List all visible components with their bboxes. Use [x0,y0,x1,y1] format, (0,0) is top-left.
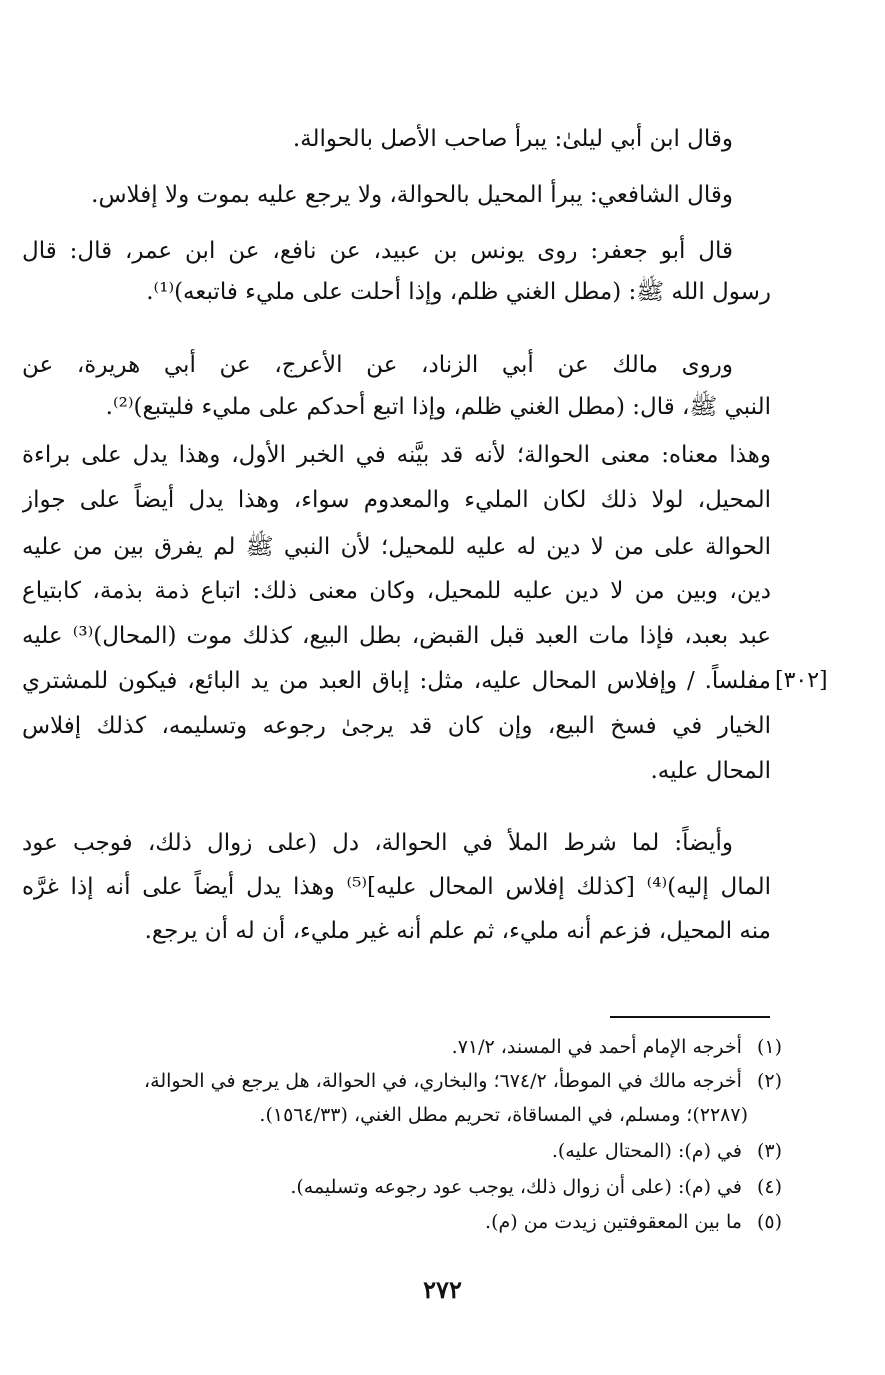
footnote-number: (١) [756,1036,782,1058]
footnote [22,1136,782,1166]
text-line: وقال الشافعي: يبرأ المحيل بالحوالة، ولا يرجع عليه بموت ولا إفلاس. [91,182,733,208]
footnote [22,1207,782,1237]
footnote [22,1172,782,1202]
footnote-continuation [22,1100,782,1130]
text-line: قال أبو جعفر: روى يونس بن عبيد، عن نافع، عن ابن عمر، قال: قال [22,238,733,264]
text-line: وأيضاً: لما شرط الملأ في الحوالة، دل (على زوال ذلك، فوجب عود [22,830,733,856]
text-line: مفلساً. / وإفلاس المحال عليه، مثل: إباق العبد من يد البائع، فيكون للمشتري [22,668,771,694]
text-line: وهذا معناه: معنى الحوالة؛ لأنه قد بيَّنه في الخبر الأول، وهذا يدل على براءة [22,442,771,468]
text-line: المال إليه)⁽⁴⁾ [كذلك إفلاس المحال عليه]⁽⁵⁾ وهذا يدل أيضاً على أنه إذا غرَّه [22,874,771,900]
text-line: عبد بعبد، فإذا مات العبد قبل القبض، بطل البيع، كذلك موت (المحال)⁽³⁾ عليه [22,623,771,649]
footnote-text: ما بين المعقوفتين زيدت من (م). [485,1211,742,1233]
text-line: النبي ﷺ، قال: (مطل الغني ظلم، وإذا اتبع أحدكم على مليء فليتبع)⁽²⁾. [105,394,771,420]
text-line: وقال ابن أبي ليلىٰ: يبرأ صاحب الأصل بالحوالة. [292,126,733,152]
footnote-number: (٣) [756,1140,782,1162]
manuscript-page-ref: [٣٠٢] [775,668,828,693]
footnote-text: في (م): (المحتال عليه). [551,1140,742,1162]
text-line: دين، وبين من لا دين عليه للمحيل، وكان معنى ذلك: اتباع ذمة بذمة، كابتياع [22,578,771,604]
text-line: المحال عليه. [650,758,771,784]
text-line: الحوالة على من لا دين له عليه للمحيل؛ لأن النبي ﷺ لم يفرق بين من عليه [22,534,771,560]
footnote-number: (٥) [756,1211,782,1233]
footnote-text: (٢٢٨٧)؛ ومسلم، في المساقاة، تحريم مطل الغني، (١٥٦٤/٣٣). [259,1104,748,1126]
text-line: رسول الله ﷺ: (مطل الغني ظلم، وإذا أحلت على مليء فاتبعه)⁽¹⁾. [146,279,771,305]
text-line: المحيل، لولا ذلك لكان المليء والمعدوم سواء، وهذا يدل أيضاً على جواز [22,487,771,513]
text-line: منه المحيل، فزعم أنه مليء، ثم علم أنه غير مليء، أن له أن يرجع. [144,918,771,944]
footnote-number: (٢) [756,1070,782,1092]
footnote-text: أخرجه مالك في الموطأ، ٦٧٤/٢؛ والبخاري، في الحوالة، هل يرجع في الحوالة، [144,1070,742,1092]
footnote-text: أخرجه الإمام أحمد في المسند، ٧١/٢. [451,1036,742,1058]
text-line: وروى مالك عن أبي الزناد، عن الأعرج، عن أبي هريرة، عن [22,352,733,378]
footnote-separator [610,1016,770,1018]
page-number: ٢٧٢ [423,1275,462,1304]
footnote-number: (٤) [756,1176,782,1198]
footnote-text: في (م): (على أن زوال ذلك، يوجب عود رجوعه وتسليمه). [290,1176,742,1198]
text-line: الخيار في فسخ البيع، وإن كان قد يرجىٰ رجوعه وتسليمه، كذلك إفلاس [22,713,771,739]
footnote [22,1066,782,1096]
footnote [22,1032,782,1062]
